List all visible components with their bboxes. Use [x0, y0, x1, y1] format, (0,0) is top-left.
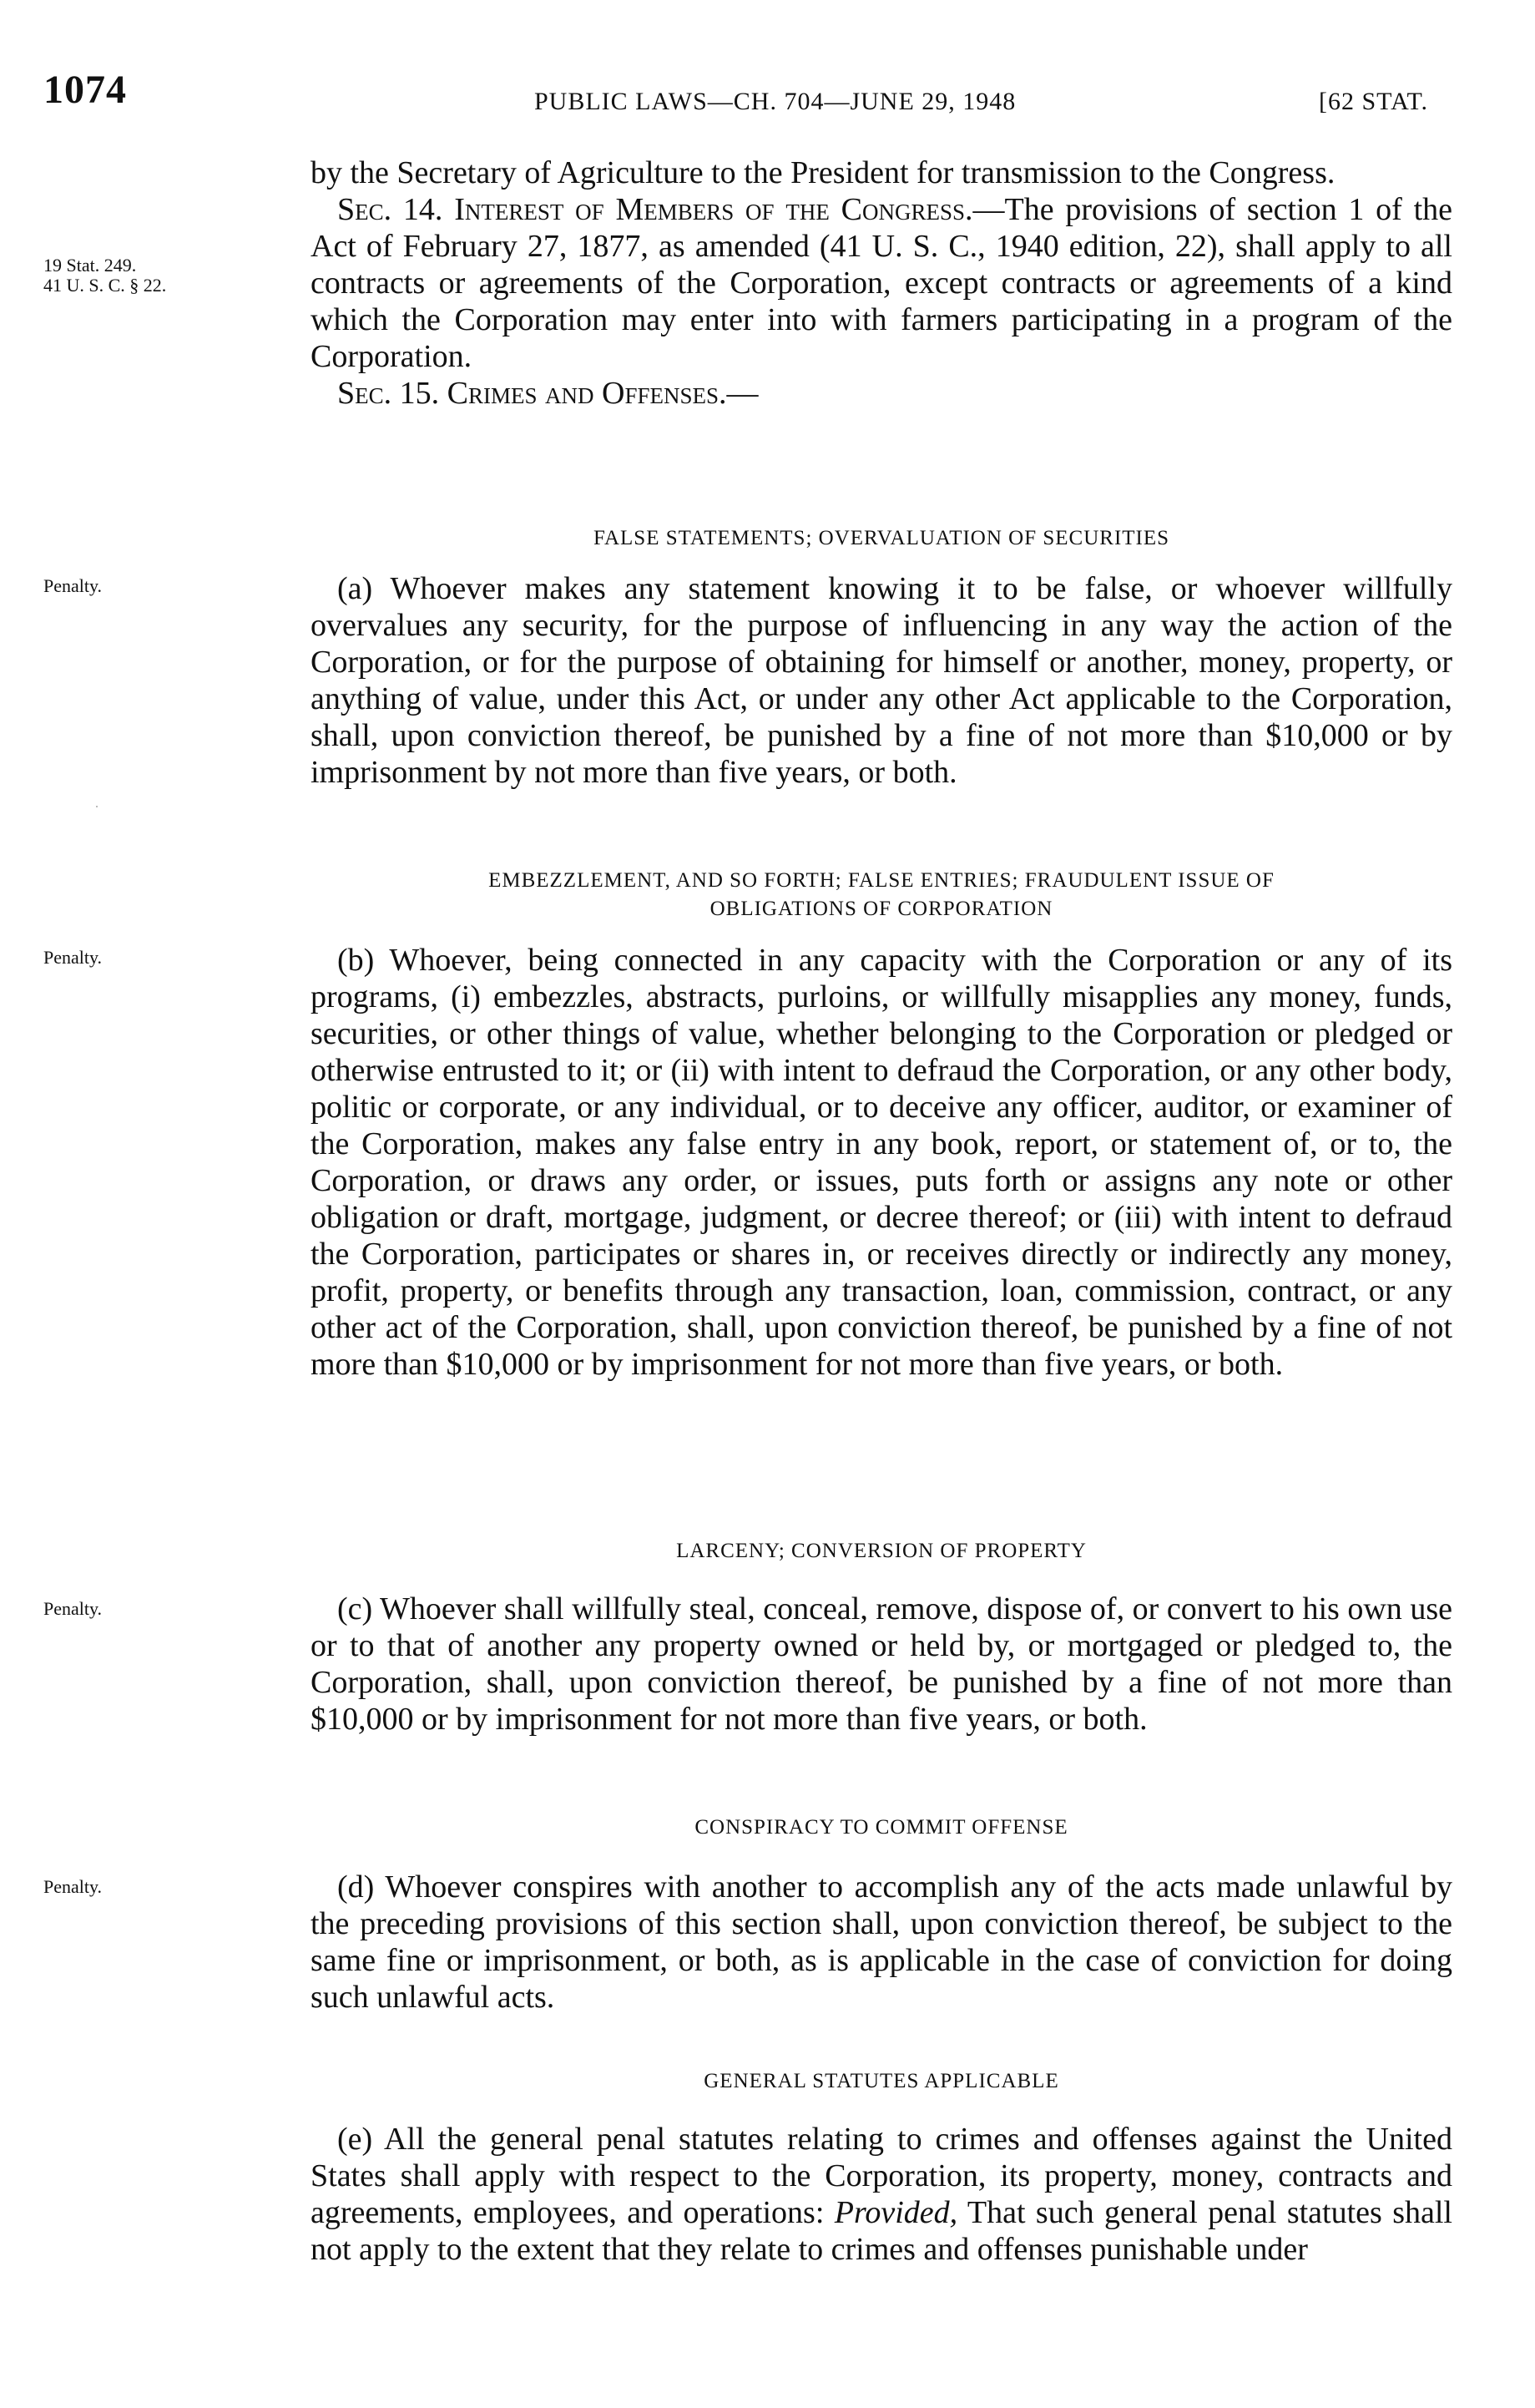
paragraph-c-block — [311, 1591, 1452, 1738]
volume-reference: [62 STAT. — [1319, 88, 1429, 115]
heading-embezzlement-line1: EMBEZZLEMENT, AND SO FORTH; FALSE ENTRIES; FRAUDULENT ISSUE OF — [488, 869, 1275, 892]
running-head: PUBLIC LAWS—CH. 704—JUNE 29, 1948 — [534, 88, 1017, 115]
paragraph-d-block — [311, 1869, 1452, 2016]
paragraph-b-block — [311, 942, 1452, 1383]
margin-citation-stat: 19 Stat. 249. — [43, 255, 137, 276]
section-14-paragraph — [311, 191, 1452, 375]
heading-embezzlement — [311, 867, 1452, 923]
section-15-dash: — — [726, 376, 759, 411]
heading-embezzlement-line2: OBLIGATIONS OF CORPORATION — [709, 898, 1053, 920]
paragraph-e-provided: Provided, — [834, 2195, 958, 2230]
paragraph-d: (d) Whoever conspires with another to accomplish any of the acts made unlawful by the preceding provisions of this section shall, upon conviction thereof, be subject to the same fine or imprisonment, or both, as is applicable in the case of conviction for doing such unlawful acts. — [311, 1869, 1452, 2015]
paragraph-c: (c) Whoever shall willfully steal, conceal, remove, dispose of, or convert to his own use or to that of another any property owned or held by, or mortgaged or pledged to, the Corporation, shall, upon conviction thereof, be punished by a fine of not more than $10,000 or by imprisonment for not more than five years, or both. — [311, 1591, 1452, 1737]
paragraph-e-block — [311, 2121, 1452, 2268]
margin-penalty-c: Penalty. — [43, 1598, 103, 1619]
section-15-label: Sec. 15. — [337, 376, 440, 411]
section-15-paragraph — [311, 375, 1452, 412]
paragraph-b: (b) Whoever, being connected in any capacity with the Corporation or any of its programs, (i) embezzles, abstracts, purloins, or willfully misapplies any money, funds, securities, or other things of value, whether belonging to the Corporation or pledged or otherwise entrusted to it; or (ii) with intent to defraud the Corporation, or any other body, politic or corporate, or any individual, or to deceive any officer, auditor, or examiner of the Corporation, makes any false entry in any book, report, or statement of, or to, the Corporation, or draws any order, or issues, puts forth or assigns any note or other obligation or draft, mortgage, judgment, or decree thereof; or (iii) with intent to defraud the Corporation, participates or shares in, or receives directly or indirectly any money, profit, property, or benefits through any transaction, loan, commission, contract, or any other act of the Corporation, shall, upon conviction thereof, be punished by a fine of not more than $10,000 or by imprisonment for not more than five years, or both. — [311, 943, 1452, 1382]
heading-false-statements: FALSE STATEMENTS; OVERVALUATION OF SECURITIES — [593, 527, 1170, 549]
section-14-label: Sec. 14. — [337, 192, 443, 227]
paragraph-e-after: That such general penal statutes shall not apply to the extent that they relate to crimes and offenses punishable under — [311, 2195, 1452, 2267]
section-15-title: Crimes and Offenses. — [447, 376, 727, 411]
margin-penalty-d: Penalty. — [43, 1876, 103, 1897]
heading-conspiracy: CONSPIRACY TO COMMIT OFFENSE — [694, 1816, 1068, 1839]
carryover-paragraph: by the Secretary of Agriculture to the President for transmission to the Congress. — [311, 155, 1336, 190]
margin-penalty-b: Penalty. — [43, 947, 103, 968]
section-14-text: —The provisions of section 1 of the Act of February 27, 1877, as amended (41 U. S. C., 1940 edition, 22), shall apply to all contracts or agreements of the Corporation, except contracts or agreements of a kind which the Corporation may enter into with farmers participating in a program of the Corporation. — [311, 192, 1453, 374]
margin-penalty-a: Penalty. — [43, 575, 103, 596]
margin-citation-usc: 41 U. S. C. § 22. — [43, 275, 167, 296]
paragraph-a: (a) Whoever makes any statement knowing it to be false, or whoever willfully overvalues any security, for the purpose of influencing in any way the action of the Corporation, or for the purpose of obtaining for himself or another, money, property, or anything of value, under this Act, or under any other Act applicable to the Corporation, shall, upon conviction thereof, be punished by a fine of not more than $10,000 or by imprisonment by not more than five years, or both. — [311, 571, 1452, 790]
scan-speck — [96, 806, 98, 807]
section-14-title: Interest of Members of the Congress. — [454, 192, 973, 227]
heading-larceny: LARCENY; CONVERSION OF PROPERTY — [676, 1540, 1087, 1562]
section-14-block — [311, 154, 1452, 412]
page-number: 1074 — [43, 68, 127, 112]
heading-general-statutes: GENERAL STATUTES APPLICABLE — [704, 2070, 1059, 2092]
paragraph-e-before: (e) All the general penal statutes relating to crimes and offenses against the United States shall apply with respect to the Corporation, its property, money, contracts and agreements, employees, and operations: — [311, 2122, 1452, 2230]
paragraph-e — [311, 2121, 1452, 2268]
paragraph-a-block — [311, 570, 1452, 791]
